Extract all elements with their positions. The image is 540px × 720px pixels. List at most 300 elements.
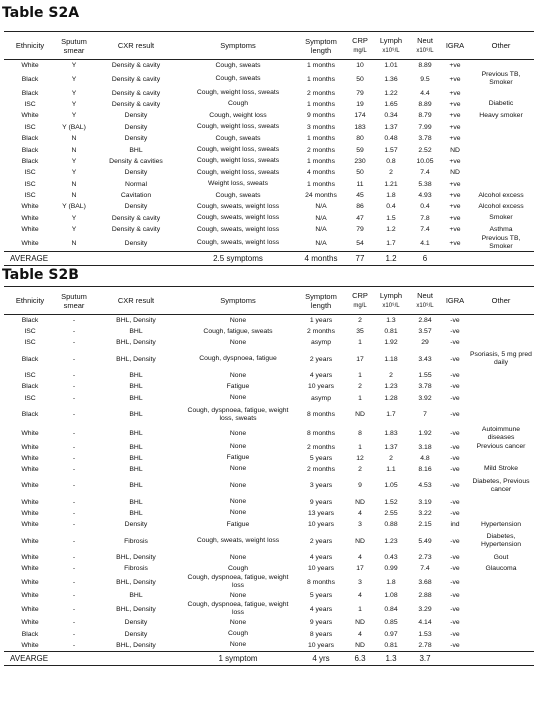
cell-cxr: BHL, Density [116,578,156,586]
cell-neut: 2.88 [418,592,432,600]
cell-length: 8 months [307,430,335,438]
cell-symptoms: None [229,338,247,346]
cell-ethnicity: White [21,537,39,545]
cell-crp: 4 [358,554,362,562]
table-row [4,601,534,617]
cell-neut: 7.4 [420,226,430,234]
cell-igra: ND [450,169,460,177]
cell-neut: 5.49 [418,537,432,545]
cell-symptoms: Cough, sweats, weight loss [196,202,280,210]
cell-other [468,497,534,508]
cell-sputum: N [71,239,77,247]
neut-unit: x10⁹/L [416,47,434,54]
cell-igra: -ve [450,509,460,517]
cell-ethnicity: Black [21,146,39,154]
table-row [4,315,534,327]
cell-neut: 7 [423,411,427,419]
cell-sputum: - [72,317,76,325]
cell-cxr: Normal [125,180,147,188]
average-row [4,252,534,266]
cell-igra: -ve [450,465,460,473]
cell-other: Diabetes, Previous cancer [472,477,530,493]
cell-symptoms: None [229,429,247,437]
cell-ethnicity: White [21,482,39,490]
cell-neut: 4.1 [420,239,430,247]
cell-symptoms: Fatigue [226,520,250,528]
cell-crp: 47 [356,214,364,222]
average-empty-igra [442,252,468,266]
cell-length: 9 months [307,112,335,120]
cell-length: 8 months [307,578,335,586]
cell-neut: 2.52 [418,146,432,154]
cell-other: Psoriasis, 5 mg pred daily [470,351,532,367]
average-neut: 6 [408,252,442,266]
cell-sputum: - [72,355,76,363]
cell-symptoms: Weight loss, sweats [208,180,268,188]
cell-igra: ND [450,146,460,154]
average-lymph: 1.2 [374,252,408,266]
cell-neut: 4.93 [418,192,432,200]
table-row [4,326,534,337]
cell-length: 2 years [309,537,333,545]
cell-neut: 3.43 [418,355,432,363]
cell-other: Autoimmune diseases [481,425,521,441]
cell-lymph: 0.99 [384,565,398,573]
cell-lymph: 0.97 [384,630,398,638]
cell-crp: 45 [356,192,364,200]
cell-other [468,87,534,98]
cell-lymph: 1.2 [386,226,396,234]
cell-igra: -ve [450,372,460,380]
cell-crp: ND [355,411,365,419]
cell-crp: 3 [358,521,362,529]
cell-length: 2 months [307,146,335,154]
cell-lymph: 1.52 [384,498,398,506]
cell-cxr: Cavitation [120,192,152,200]
table-row [4,167,534,178]
cell-symptoms: Cough, weight loss, sweats [196,89,280,97]
cell-ethnicity: ISC [24,372,36,380]
cell-crp: 4 [358,630,362,638]
cell-symptoms: Cough, dyspnoea, fatigue, weight loss [187,574,289,590]
cell-crp: 183 [354,123,366,131]
cell-cxr: BHL, Density [116,339,156,347]
cell-crp: ND [355,619,365,627]
cell-cxr: Density & cavity [111,226,161,234]
cell-cxr: BHL [129,383,143,391]
cell-igra: +ve [449,62,461,70]
cell-lymph: 0.88 [384,521,398,529]
cell-ethnicity: White [21,592,39,600]
cell-igra: +ve [449,214,461,222]
cell-sputum: - [72,521,76,529]
cell-ethnicity: White [21,619,39,627]
cell-cxr: BHL [129,372,143,380]
cell-symptoms: None [229,641,247,649]
cell-lymph: 0.85 [384,619,398,627]
cell-neut: 3.78 [418,383,432,391]
cell-igra: -ve [450,592,460,600]
cell-sputum: - [72,411,76,419]
cell-length: 10 years [307,383,335,391]
cell-igra: -ve [450,328,460,336]
cell-crp: 80 [356,135,364,143]
cell-length: 9 years [309,498,333,506]
cell-symptoms: None [229,553,247,561]
cell-symptoms: Cough, sweats, weight loss [196,214,280,222]
cell-lymph: 2.55 [384,509,398,517]
average-row [4,651,534,665]
table-row [4,392,534,403]
cell-crp: 1 [358,443,362,451]
cell-length: 10 years [307,641,335,649]
cell-other: Mild Stroke [484,465,518,473]
cell-crp: 11 [356,180,364,188]
cell-sputum: Y [71,157,77,165]
cell-crp: 1 [358,394,362,402]
cell-neut: 3.68 [418,578,432,586]
cell-length: 9 years [309,619,333,627]
cell-lymph: 0.48 [384,135,398,143]
cell-lymph: 1.23 [384,383,398,391]
cell-length: 8 years [309,630,333,638]
cell-igra: +ve [449,135,461,143]
cell-length: 2 months [307,465,335,473]
cell-crp: ND [355,641,365,649]
cell-symptoms: Cough, weight loss, sweats [196,157,280,165]
cell-length: 1 months [307,100,335,108]
cell-neut: 2.15 [418,521,432,529]
table-header-row [4,287,534,315]
cell-ethnicity: White [21,454,39,462]
cell-crp: 50 [356,169,364,177]
cell-symptoms: Cough, weight loss, sweats [196,168,280,176]
cell-sputum: N [71,146,77,154]
cell-lymph: 2 [389,454,393,462]
cell-cxr: Density [124,619,148,627]
cell-other [468,508,534,519]
cell-ethnicity: Black [21,317,39,325]
cell-igra: ind [450,521,460,529]
cell-neut: 7.99 [418,123,432,131]
cell-igra: -ve [450,430,460,438]
cell-crp: 8 [358,430,362,438]
cell-cxr: Density [124,169,148,177]
cell-ethnicity: ISC [24,328,36,336]
table-row [4,497,534,508]
cell-crp: 59 [356,146,364,154]
table-s2b [4,286,534,666]
cell-lymph: 2 [389,169,393,177]
cell-sputum: - [72,592,76,600]
crp-label: CRP [352,290,368,300]
cell-lymph: 1.5 [386,214,396,222]
cell-other [468,640,534,652]
cell-lymph: 1.7 [386,239,396,247]
cell-ethnicity: ISC [24,180,36,188]
cell-ethnicity: ISC [24,100,36,108]
cell-ethnicity: Black [21,157,39,165]
cell-sputum: N [71,192,77,200]
cell-cxr: Density [124,203,148,211]
cell-cxr: Density & cavity [111,214,161,222]
cell-igra: -ve [450,630,460,638]
cell-igra: +ve [449,89,461,97]
col-sputum: Sputum smear [56,32,92,60]
cell-neut: 2.84 [418,317,432,325]
cell-symptoms: Cough, sweats [215,61,261,69]
cell-ethnicity: White [21,565,39,573]
col-lymph [374,32,408,60]
cell-sputum: Y [71,89,77,97]
table-row [4,110,534,121]
cell-sputum: - [72,619,76,627]
cell-crp: 19 [356,100,364,108]
cell-other: Heavy smoker [479,111,523,119]
cell-cxr: BHL, Density [116,554,156,562]
cell-igra: -ve [450,498,460,506]
cell-sputum: - [72,454,76,462]
average-crp: 6.3 [346,651,374,665]
cell-sputum: - [72,465,76,473]
col-sputum: Sputum smear [56,287,92,315]
cell-ethnicity: ISC [24,169,36,177]
cell-ethnicity: White [21,112,39,120]
cell-sputum: Y [71,62,77,70]
cell-ethnicity: Black [21,355,39,363]
cell-sputum: - [72,383,76,391]
crp-label: CRP [352,35,368,45]
cell-other [468,337,534,348]
table-row [4,60,534,72]
cell-sputum: - [72,537,76,545]
cell-cxr: Density [124,123,148,131]
col-symptoms: Symptoms [180,287,296,315]
cell-sputum: Y (BAL) [62,123,86,131]
cell-cxr: Density & cavity [111,100,161,108]
table-row [4,530,534,552]
lymph-label: Lymph [379,35,403,45]
cell-symptoms: Cough [227,630,249,638]
cell-lymph: 1.01 [384,62,398,70]
cell-neut: 5.38 [418,180,432,188]
table-row [4,190,534,201]
table-row [4,453,534,464]
col-symptoms: Symptoms [180,32,296,60]
cell-cxr: BHL, Density [116,605,156,613]
cell-cxr: Fibrosis [124,537,148,545]
average-length: 4 months [296,252,346,266]
cell-igra: -ve [450,605,460,613]
cell-length: 13 years [307,509,335,517]
cell-ethnicity: White [21,509,39,517]
cell-other [468,404,534,426]
crp-unit: mg/L [353,302,367,309]
cell-cxr: BHL [129,328,143,336]
cell-cxr: Density [124,112,148,120]
cell-length: 4 years [309,605,333,613]
col-neut [408,32,442,60]
cell-length: 1 months [307,75,335,83]
cell-sputum: - [72,605,76,613]
cell-lymph: 0.81 [384,641,398,649]
cell-other [468,590,534,601]
cell-igra: +ve [449,157,461,165]
table-s2a [4,31,534,266]
cell-igra: -ve [450,443,460,451]
cell-crp: 1 [358,339,362,347]
cell-symptoms: None [229,465,247,473]
cell-ethnicity: White [21,554,39,562]
cell-lymph: 0.34 [384,112,398,120]
cell-length: N/A [315,214,327,222]
cell-other: Gout [493,553,509,561]
table-header-row [4,32,534,60]
cell-ethnicity: Black [21,75,39,83]
cell-sputum: - [72,443,76,451]
lymph-unit: x10⁹/L [382,47,400,54]
cell-ethnicity: ISC [24,192,36,200]
cell-other [468,133,534,144]
cell-cxr: BHL [129,411,143,419]
cell-ethnicity: ISC [24,394,36,402]
cell-other [468,179,534,190]
lymph-label: Lymph [379,290,403,300]
cell-ethnicity: White [21,605,39,613]
cell-cxr: BHL, Density [116,317,156,325]
cell-symptoms: Cough, dyspnoea, fatigue [199,355,277,363]
cell-igra: -ve [450,619,460,627]
neut-label: Neut [417,290,433,300]
cell-symptoms: Cough, sweats, weight loss [196,239,280,247]
cell-cxr: Density [124,630,148,638]
table-s2b-title: Table S2B [2,267,79,283]
cell-lymph: 1.05 [384,482,398,490]
average-empty-other [468,252,534,266]
cell-sputum: Y [71,226,77,234]
cell-crp: 50 [356,75,364,83]
cell-length: 4 years [309,554,333,562]
table-s2a-body [4,60,534,266]
table-row [4,442,534,453]
cell-symptoms: None [229,591,247,599]
average-length: 4 yrs [296,651,346,665]
average-empty-igra [442,651,468,665]
table-row [4,617,534,628]
cell-symptoms: Cough, weight loss [209,111,267,119]
cell-neut: 2.73 [418,554,432,562]
table-row [4,71,534,87]
cell-crp: 1 [358,372,362,380]
table-s2a-title: Table S2A [2,5,80,21]
cell-cxr: BHL [129,465,143,473]
cell-other [468,167,534,178]
cell-cxr: BHL [129,592,143,600]
cell-neut: 8.89 [418,100,432,108]
cell-other [468,144,534,155]
cell-neut: 2.78 [418,641,432,649]
cell-sputum: Y [71,214,77,222]
cell-other [468,381,534,392]
cell-length: asymp [310,339,332,347]
cell-length: N/A [315,226,327,234]
table-row [4,590,534,601]
cell-neut: 4.14 [418,619,432,627]
cell-igra: +ve [449,123,461,131]
cell-lymph: 1.08 [384,592,398,600]
cell-neut: 3.19 [418,498,432,506]
col-symptom-length: Symptom length [296,32,346,60]
cell-symptoms: Cough, weight loss, sweats [196,146,280,154]
cell-ethnicity: White [21,214,39,222]
cell-crp: 17 [356,355,364,363]
cell-lymph: 1.1 [386,465,396,473]
cell-ethnicity: ISC [24,123,36,131]
table-row [4,337,534,348]
table-row [4,563,534,574]
cell-cxr: Density & cavity [111,89,161,97]
average-symptoms: 1 symptom [180,651,296,665]
cell-sputum: - [72,372,76,380]
table-row [4,426,534,442]
cell-other [468,370,534,381]
cell-igra: -ve [450,394,460,402]
cell-length: 1 months [307,180,335,188]
neut-label: Neut [417,35,433,45]
cell-sputum: - [72,328,76,336]
cell-symptoms: Cough, sweats, weight loss [196,225,280,233]
cell-neut: 7.4 [420,169,430,177]
cell-other: Hypertension [480,520,522,528]
cell-other: Alcohol excess [478,202,524,210]
cell-other: Glaucoma [485,564,517,572]
cell-cxr: BHL [129,509,143,517]
cell-symptoms: Cough, dyspnoea, fatigue, weight loss [187,601,289,617]
cell-lymph: 1.23 [384,537,398,545]
cell-igra: +ve [449,239,461,247]
cell-crp: 2 [358,317,362,325]
col-igra: IGRA [442,32,468,60]
cell-lymph: 1.65 [384,100,398,108]
cell-length: 3 years [309,482,333,490]
cell-ethnicity: White [21,203,39,211]
cell-cxr: BHL, Density [116,355,156,363]
cell-length: 5 years [309,592,333,600]
cell-igra: -ve [450,355,460,363]
cell-igra: -ve [450,383,460,391]
table-row [4,87,534,98]
cell-lymph: 1.8 [386,192,396,200]
cell-igra: -ve [450,641,460,649]
cell-crp: 79 [356,226,364,234]
table-row [4,201,534,212]
cell-crp: 2 [358,465,362,473]
cell-lymph: 0.43 [384,554,398,562]
cell-neut: 1.55 [418,372,432,380]
table-row [4,213,534,224]
cell-lymph: 1.8 [386,578,396,586]
cell-neut: 4.8 [420,454,430,462]
cell-igra: -ve [450,317,460,325]
cell-igra: +ve [449,226,461,234]
cell-ethnicity: ISC [24,339,36,347]
cell-neut: 1.92 [418,430,432,438]
col-neut [408,287,442,315]
cell-neut: 3.92 [418,394,432,402]
table-row [4,133,534,144]
cell-neut: 7.8 [420,214,430,222]
cell-sputum: - [72,630,76,638]
